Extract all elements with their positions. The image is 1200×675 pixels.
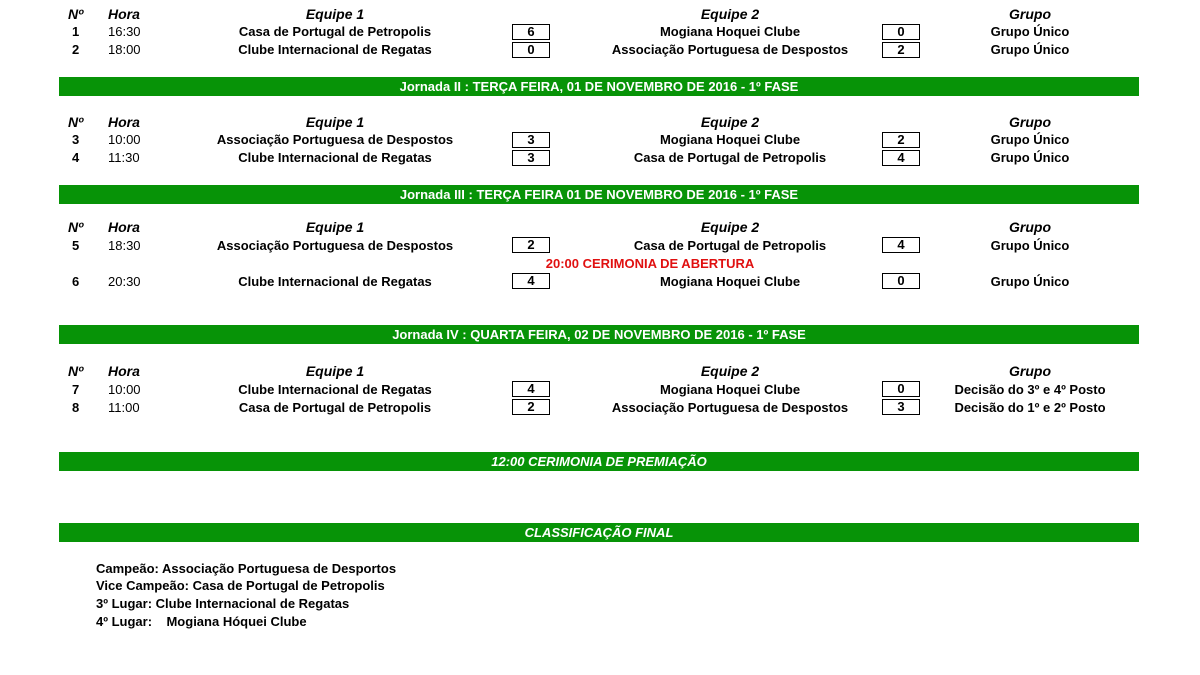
- team2-score: 0: [882, 273, 920, 289]
- champion-line: Campeão: Associação Portuguesa de Desportos: [96, 561, 397, 576]
- jornada-2-banner: Jornada II : TERÇA FEIRA, 01 DE NOVEMBRO DE 2016 - 1º FASE: [59, 77, 1139, 96]
- runner-up-line: Vice Campeão: Casa de Portugal de Petropolis: [96, 578, 385, 593]
- team1-score: 3: [512, 150, 550, 166]
- match-time: 10:00: [108, 132, 141, 147]
- group-name: Grupo Único: [990, 42, 1070, 57]
- header-hora: Hora: [108, 6, 140, 22]
- group-name: Decisão do 1º e 2º Posto: [954, 400, 1106, 415]
- team1-name: Associação Portuguesa de Despostos: [216, 132, 454, 147]
- match-time: 10:00: [108, 382, 141, 397]
- group-name: Grupo Único: [990, 24, 1070, 39]
- header-equipe1: Equipe 1: [305, 114, 365, 130]
- match-number: 4: [72, 150, 80, 165]
- header-equipe2: Equipe 2: [700, 114, 760, 130]
- team2-score: 2: [882, 132, 920, 148]
- team2-name: Casa de Portugal de Petropolis: [633, 238, 827, 253]
- fourth-place-line: 4º Lugar: Mogiana Hóquei Clube: [96, 614, 307, 629]
- header-equipe2: Equipe 2: [700, 6, 760, 22]
- match-number: 7: [72, 382, 80, 397]
- team1-score: 3: [512, 132, 550, 148]
- team1-score: 6: [512, 24, 550, 40]
- header-equipe2: Equipe 2: [700, 219, 760, 235]
- team1-score: 0: [512, 42, 550, 58]
- header-hora: Hora: [108, 363, 140, 379]
- team1-name: Casa de Portugal de Petropolis: [238, 24, 432, 39]
- match-number: 3: [72, 132, 80, 147]
- team1-score: 4: [512, 273, 550, 289]
- header-equipe1: Equipe 1: [305, 6, 365, 22]
- team2-name: Mogiana Hoquei Clube: [659, 24, 801, 39]
- group-name: Grupo Único: [990, 150, 1070, 165]
- team2-score: 4: [882, 150, 920, 166]
- team2-score: 4: [882, 237, 920, 253]
- match-number: 2: [72, 42, 80, 57]
- group-name: Grupo Único: [990, 274, 1070, 289]
- header-no: Nº: [68, 6, 84, 22]
- match-time: 11:30: [108, 150, 140, 165]
- team1-name: Clube Internacional de Regatas: [238, 150, 432, 165]
- team2-score: 3: [882, 399, 920, 415]
- team1-score: 4: [512, 381, 550, 397]
- header-grupo: Grupo: [1009, 6, 1051, 22]
- team2-name: Associação Portuguesa de Despostos: [611, 42, 849, 57]
- header-equipe1: Equipe 1: [305, 363, 365, 379]
- team1-score: 2: [512, 399, 550, 415]
- jornada-4-banner: Jornada IV : QUARTA FEIRA, 02 DE NOVEMBRO DE 2016 - 1º FASE: [59, 325, 1139, 344]
- match-number: 8: [72, 400, 80, 415]
- third-place-line: 3º Lugar: Clube Internacional de Regatas: [96, 596, 350, 611]
- final-classification-banner: CLASSIFICAÇÃO FINAL: [59, 523, 1139, 542]
- header-equipe1: Equipe 1: [305, 219, 365, 235]
- team1-name: Casa de Portugal de Petropolis: [238, 400, 432, 415]
- team2-score: 0: [882, 24, 920, 40]
- group-name: Grupo Único: [990, 238, 1070, 253]
- team1-name: Associação Portuguesa de Despostos: [216, 238, 454, 253]
- match-time: 18:00: [108, 42, 141, 57]
- header-hora: Hora: [108, 114, 140, 130]
- group-name: Grupo Único: [990, 132, 1070, 147]
- match-number: 6: [72, 274, 80, 289]
- header-hora: Hora: [108, 219, 140, 235]
- team2-name: Mogiana Hoquei Clube: [659, 274, 801, 289]
- opening-ceremony-note: 20:00 CERIMONIA DE ABERTURA: [545, 256, 755, 271]
- match-number: 1: [72, 24, 80, 39]
- match-time: 11:00: [108, 400, 140, 415]
- team1-name: Clube Internacional de Regatas: [238, 382, 432, 397]
- match-number: 5: [72, 238, 80, 253]
- team2-name: Mogiana Hoquei Clube: [659, 132, 801, 147]
- match-time: 18:30: [108, 238, 141, 253]
- team1-score: 2: [512, 237, 550, 253]
- team2-score: 0: [882, 381, 920, 397]
- team2-name: Mogiana Hoquei Clube: [659, 382, 801, 397]
- jornada-3-banner: Jornada III : TERÇA FEIRA 01 DE NOVEMBRO DE 2016 - 1º FASE: [59, 185, 1139, 204]
- team2-name: Casa de Portugal de Petropolis: [633, 150, 827, 165]
- team2-score: 2: [882, 42, 920, 58]
- team1-name: Clube Internacional de Regatas: [238, 42, 432, 57]
- match-time: 20:30: [108, 274, 141, 289]
- team2-name: Associação Portuguesa de Despostos: [611, 400, 849, 415]
- header-grupo: Grupo: [1009, 114, 1051, 130]
- match-time: 16:30: [108, 24, 141, 39]
- header-equipe2: Equipe 2: [700, 363, 760, 379]
- awards-ceremony-banner: 12:00 CERIMONIA DE PREMIAÇÃO: [59, 452, 1139, 471]
- header-no: Nº: [68, 219, 84, 235]
- header-grupo: Grupo: [1009, 219, 1051, 235]
- group-name: Decisão do 3º e 4º Posto: [954, 382, 1106, 397]
- header-no: Nº: [68, 114, 84, 130]
- header-grupo: Grupo: [1009, 363, 1051, 379]
- header-no: Nº: [68, 363, 84, 379]
- team1-name: Clube Internacional de Regatas: [238, 274, 432, 289]
